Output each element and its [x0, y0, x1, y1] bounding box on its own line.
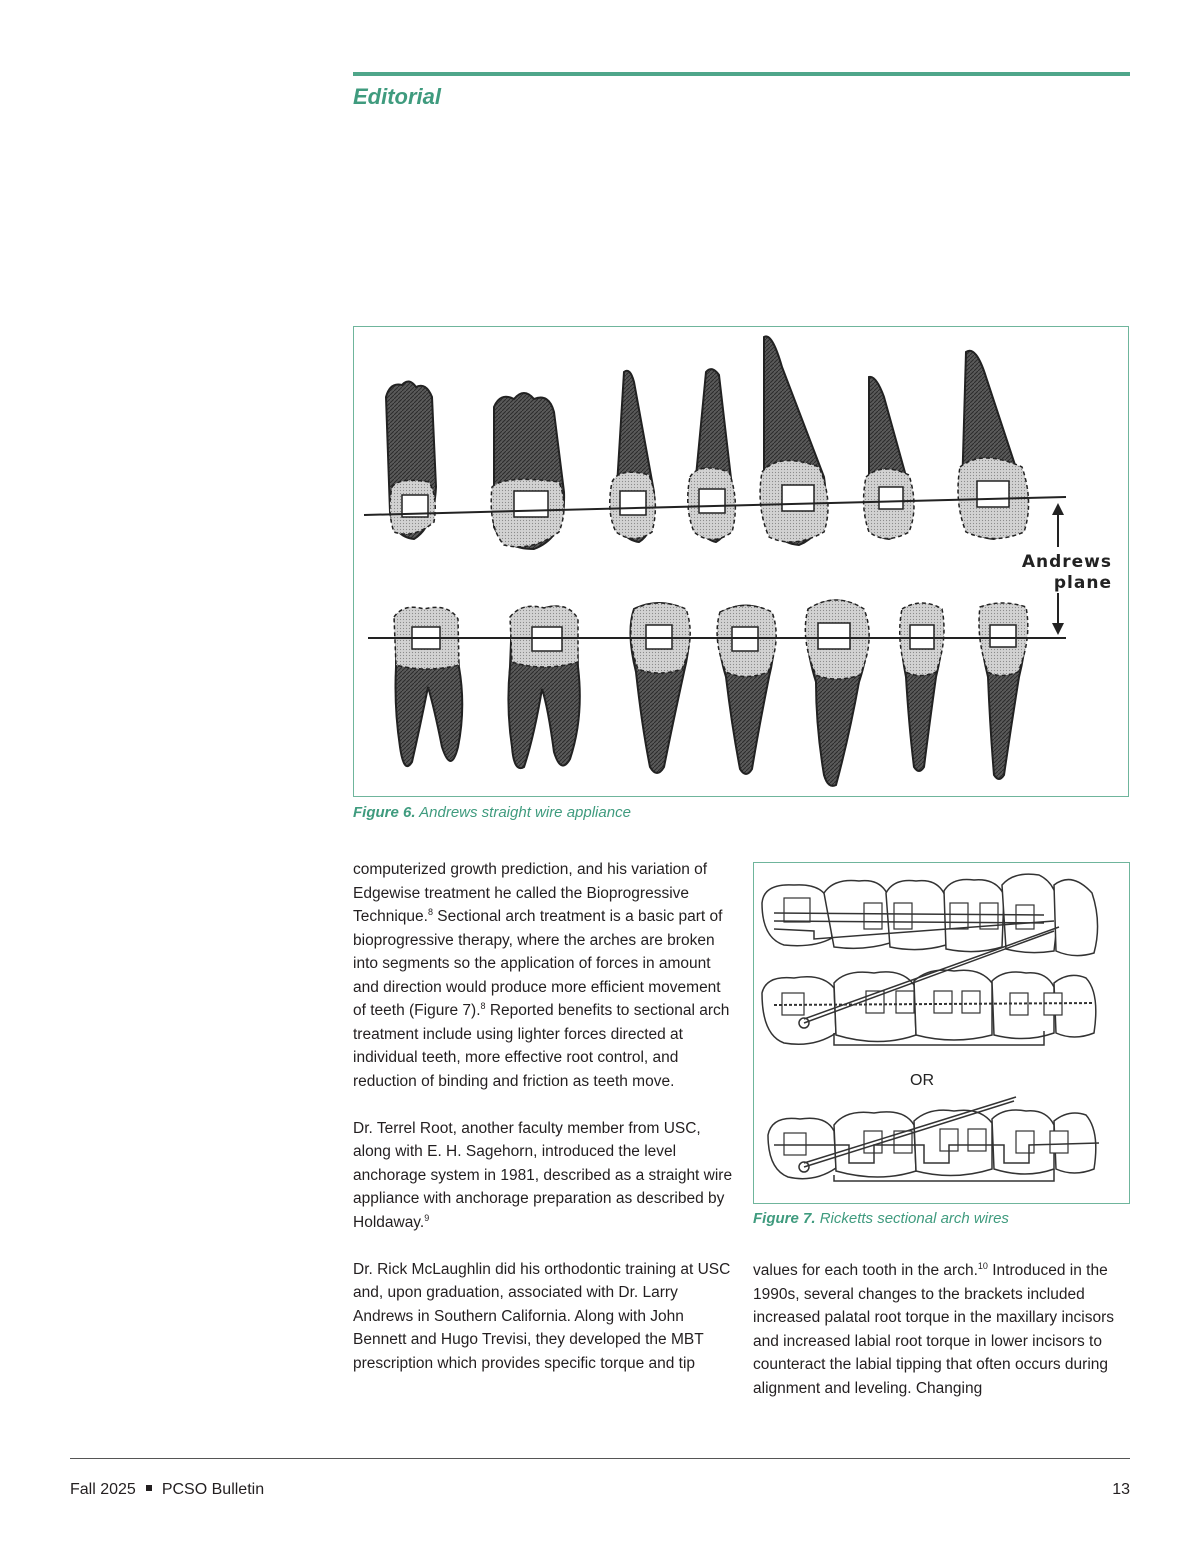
paragraph: Dr. Terrel Root, another faculty member from USC, along with E. H. Sagehorn, introduced the level anchorage system in 1981, described as a straight wire appliance with anchorage preparation as described by Holdaway.$^9$ — [353, 1119, 733, 1231]
page-number: 13 — [1112, 1481, 1130, 1498]
body-column-left — [353, 858, 733, 1375]
figure-6-caption-text: Andrews straight wire appliance — [419, 804, 631, 821]
lower-teeth — [394, 600, 1028, 786]
reference: 8 — [427, 906, 433, 917]
paragraph: values for each tooth in the arch.$^{10}$ Introduced in the 1990s, several changes to the brackets included increased palatal root torque in the maxillary incisors and increased labial root torque in lower incisors to counteract the labial tipping that often occurs during alignment and leveling. Changing — [753, 1260, 1114, 1397]
square-bullet-icon — [146, 1485, 152, 1491]
figure-6-label: Figure 6. — [353, 804, 416, 821]
upper-arch-drawing — [762, 874, 1098, 955]
alternative-arch-drawing — [768, 1097, 1099, 1181]
figure-6-caption — [353, 804, 631, 821]
upper-teeth — [386, 336, 1029, 549]
andrews-label: Andrews — [1021, 552, 1112, 572]
reference: 10 — [977, 1260, 988, 1271]
header-rule — [353, 72, 1130, 76]
footer-rule — [70, 1458, 1130, 1459]
reference: 8 — [480, 1000, 486, 1011]
footer-issue: Fall 2025 — [70, 1481, 136, 1498]
paragraph: computerized growth prediction, and his variation of Edgewise treatment he called the Bioprogressive Technique.$^8$ Sectional arch treatment is a basic part of bioprogressive therapy, where the arches are broken into segments so the application of forces in amount and direction would produce more efficient movement of teeth (Figure 7).$^8$ Reported benefits to sectional arch treatment include using lighter forces directed at individual teeth, more effective root control, and reduction of binding and friction as teeth move. — [353, 861, 730, 1090]
figure-7-image — [753, 862, 1130, 1204]
paragraph: Dr. Rick McLaughlin did his orthodontic training at USC and, upon graduation, associated with Dr. Larry Andrews in Southern California. Along with John Bennett and Hugo Trevisi, they developed the MBT prescription which provides specific torque and tip — [353, 1260, 731, 1372]
figure-7-caption-text: Ricketts sectional arch wires — [819, 1210, 1009, 1227]
plane-label: plane — [1053, 573, 1112, 593]
reference: 9 — [424, 1212, 430, 1223]
footer-publication — [70, 1481, 264, 1499]
figure-7-caption — [753, 1210, 1009, 1227]
figure-6-image — [353, 326, 1129, 797]
section-label: Editorial — [353, 84, 442, 109]
or-label: OR — [910, 1072, 934, 1089]
footer-title: PCSO Bulletin — [161, 1481, 265, 1498]
body-column-right — [753, 1259, 1133, 1400]
figure-7-label: Figure 7. — [753, 1210, 816, 1227]
